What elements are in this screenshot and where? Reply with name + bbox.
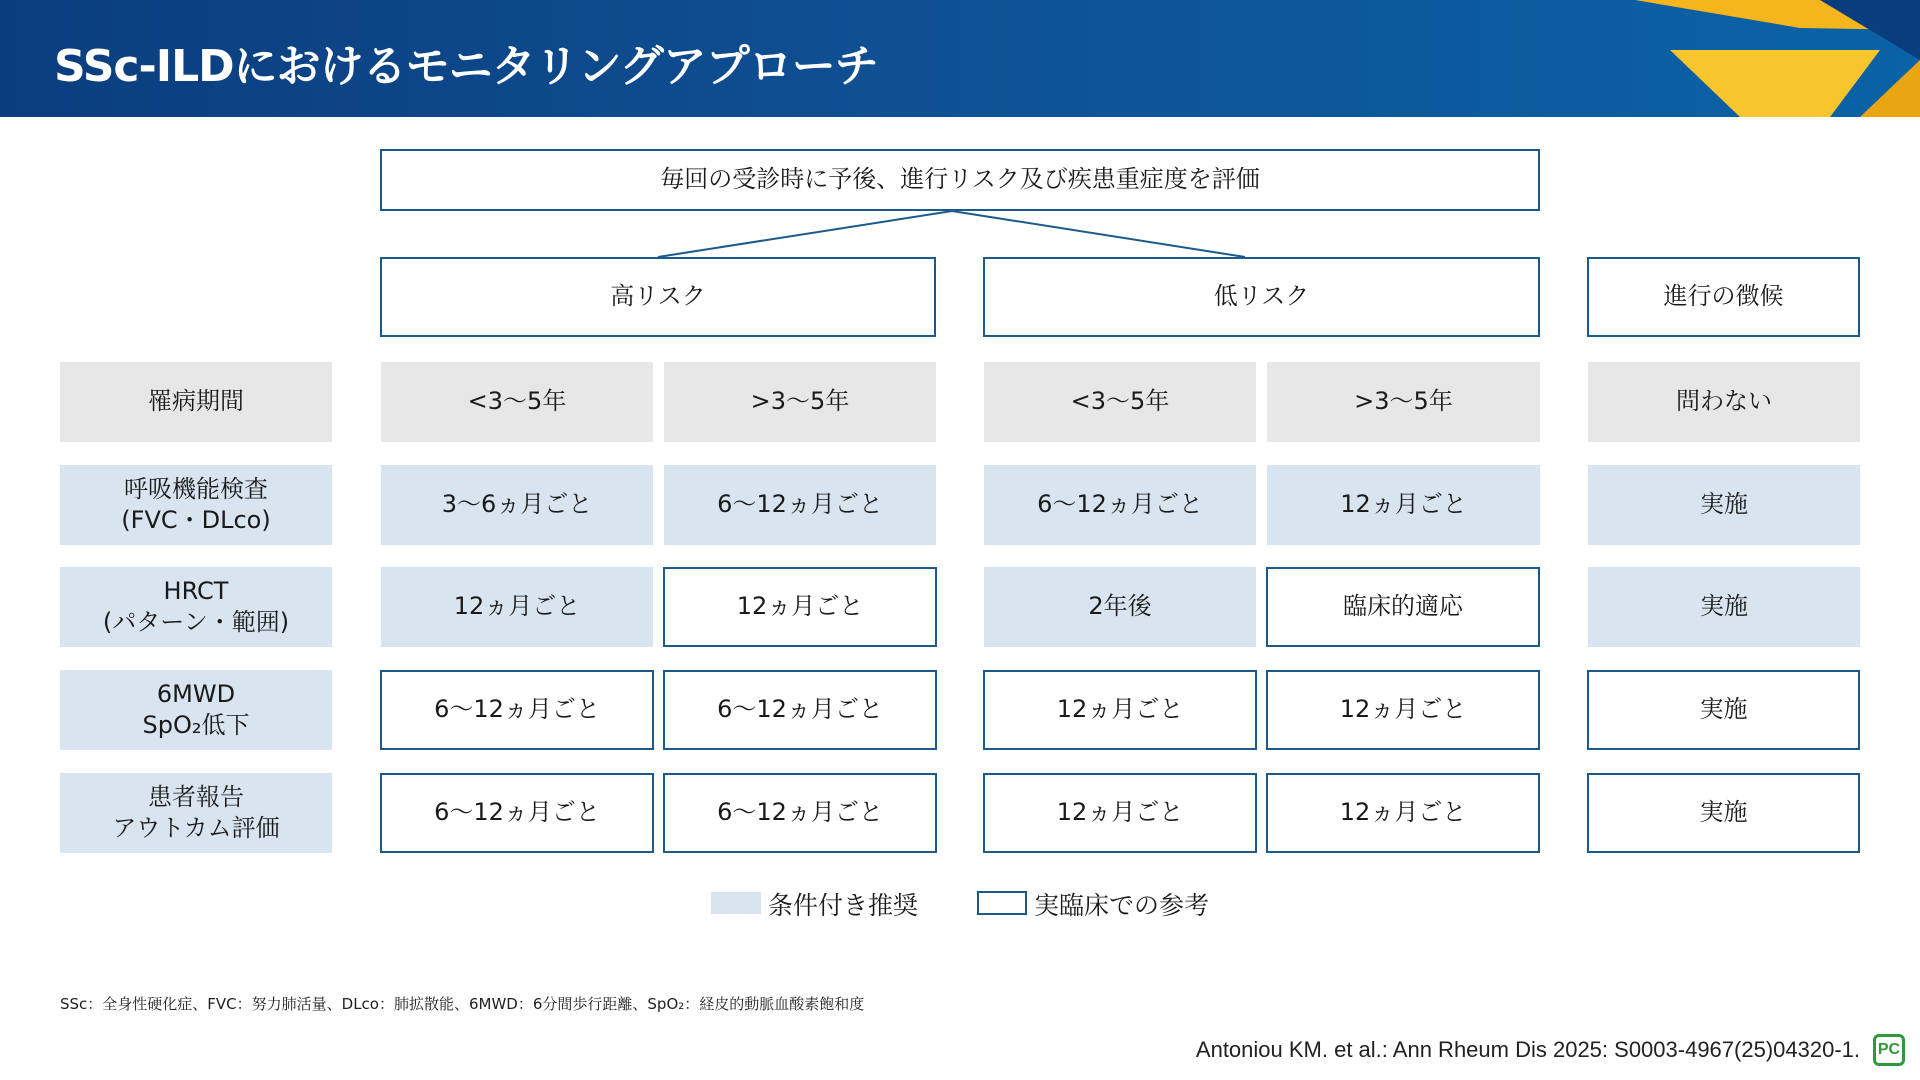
cell-text: 12ヵ月ごと xyxy=(1339,798,1467,827)
row-label-6mwd xyxy=(60,670,332,750)
cell-text: 6〜12ヵ月ごと xyxy=(434,798,600,827)
cell-progression-pft xyxy=(1588,465,1860,545)
cell-low-lt-duration xyxy=(984,362,1256,442)
row-label-line2: (FVC・DLco) xyxy=(121,506,271,534)
cell-low-lt-pft xyxy=(984,465,1256,545)
cell-high-gt-pro xyxy=(663,773,937,853)
cell-text: 12ヵ月ごと xyxy=(1056,798,1184,827)
legend-swatch-conditional xyxy=(711,892,761,914)
pc-logo: PC xyxy=(1873,1034,1905,1066)
cell-high-lt-pro xyxy=(380,773,654,853)
row-label-line2: (パターン・範囲) xyxy=(102,608,290,636)
cell-low-lt-pro xyxy=(983,773,1257,853)
cell-low-gt-duration xyxy=(1267,362,1540,442)
cell-high-lt-duration xyxy=(381,362,653,442)
row-label-disease-duration xyxy=(60,362,332,442)
cell-text: 実施 xyxy=(1700,490,1748,519)
progression-label: 進行の徴候 xyxy=(1663,282,1784,311)
cell-high-gt-pft xyxy=(664,465,936,545)
cell-text: 6〜12ヵ月ごと xyxy=(717,798,883,827)
cell-low-gt-pro xyxy=(1266,773,1540,853)
cell-text: >3〜5年 xyxy=(1354,387,1453,416)
cell-text: 実施 xyxy=(1700,592,1748,621)
row-label-pulmonary-function xyxy=(60,465,332,545)
row-label-line2: アウトカム評価 xyxy=(112,814,280,842)
citation-text: Antoniou KM. et al.: Ann Rheum Dis 2025: S0003-4967(25)04320-1. xyxy=(1195,1037,1860,1062)
cell-high-lt-hrct xyxy=(381,567,653,647)
cell-low-lt-6mwd xyxy=(983,670,1257,750)
row-label-line1: HRCT xyxy=(163,576,229,605)
low-risk-label: 低リスク xyxy=(1213,282,1310,311)
low-risk-header xyxy=(983,257,1540,337)
cell-text: 臨床的適応 xyxy=(1343,592,1463,621)
cell-progression-pro xyxy=(1587,773,1860,853)
cell-high-gt-hrct xyxy=(663,567,937,647)
row-label-text: 罹病期間 xyxy=(148,387,244,416)
progression-header xyxy=(1587,257,1860,337)
cell-text: 6〜12ヵ月ごと xyxy=(434,695,600,724)
cell-high-lt-6mwd xyxy=(380,670,654,750)
legend-label-conditional: 条件付き推奨 xyxy=(768,891,919,920)
cell-text: 3〜6ヵ月ごと xyxy=(441,490,593,519)
cell-low-gt-6mwd xyxy=(1266,670,1540,750)
cell-high-lt-pft xyxy=(381,465,653,545)
row-label-line1: 患者報告 xyxy=(148,782,244,811)
row-label-hrct xyxy=(60,567,332,647)
cell-text: 12ヵ月ごと xyxy=(736,592,864,621)
cell-low-gt-hrct xyxy=(1266,567,1540,647)
cell-text: 6〜12ヵ月ごと xyxy=(717,490,883,519)
cell-low-gt-pft xyxy=(1267,465,1540,545)
cell-progression-hrct xyxy=(1588,567,1860,647)
row-label-line1: 呼吸機能検査 xyxy=(124,474,268,503)
cell-text: <3〜5年 xyxy=(467,387,567,416)
row-label-line2: SpO₂低下 xyxy=(142,711,250,739)
assessment-summary-box xyxy=(380,149,1540,211)
cell-text: <3〜5年 xyxy=(1070,387,1170,416)
cell-text: 6〜12ヵ月ごと xyxy=(1037,490,1203,519)
cell-low-lt-hrct xyxy=(984,567,1256,647)
cell-progression-6mwd xyxy=(1587,670,1860,750)
legend-swatch-practice xyxy=(977,891,1027,915)
cell-text: 問わない xyxy=(1676,387,1772,416)
abbreviations-footnote: SSc：全身性硬化症、FVC：努力肺活量、DLco：肺拡散能、6MWD：6分間歩行距離、SpO₂：経皮的動脈血酸素飽和度 xyxy=(60,995,865,1013)
high-risk-label: 高リスク xyxy=(610,282,706,311)
cell-text: 12ヵ月ごと xyxy=(1056,695,1184,724)
cell-progression-duration xyxy=(1588,362,1860,442)
high-risk-header xyxy=(380,257,936,337)
cell-text: 12ヵ月ごと xyxy=(1339,695,1467,724)
row-label-line1: 6MWD xyxy=(156,679,236,708)
cell-text: 12ヵ月ごと xyxy=(1340,490,1467,519)
cell-high-gt-6mwd xyxy=(663,670,937,750)
cell-text: 実施 xyxy=(1699,798,1748,827)
cell-text: 実施 xyxy=(1699,695,1748,724)
cell-text: >3〜5年 xyxy=(750,387,850,416)
cell-high-gt-duration xyxy=(664,362,936,442)
cell-text: 12ヵ月ごと xyxy=(453,592,581,621)
cell-text: 2年後 xyxy=(1088,592,1152,621)
cell-text: 6〜12ヵ月ごと xyxy=(717,695,883,724)
page-title: SSc-ILDにおけるモニタリングアプローチ xyxy=(54,41,878,92)
row-label-patient-reported-outcomes xyxy=(60,773,332,853)
assessment-summary-text: 毎回の受診時に予後、進行リスク及び疾患重症度を評価 xyxy=(660,165,1260,194)
legend-label-practice: 実臨床での参考 xyxy=(1034,891,1210,920)
